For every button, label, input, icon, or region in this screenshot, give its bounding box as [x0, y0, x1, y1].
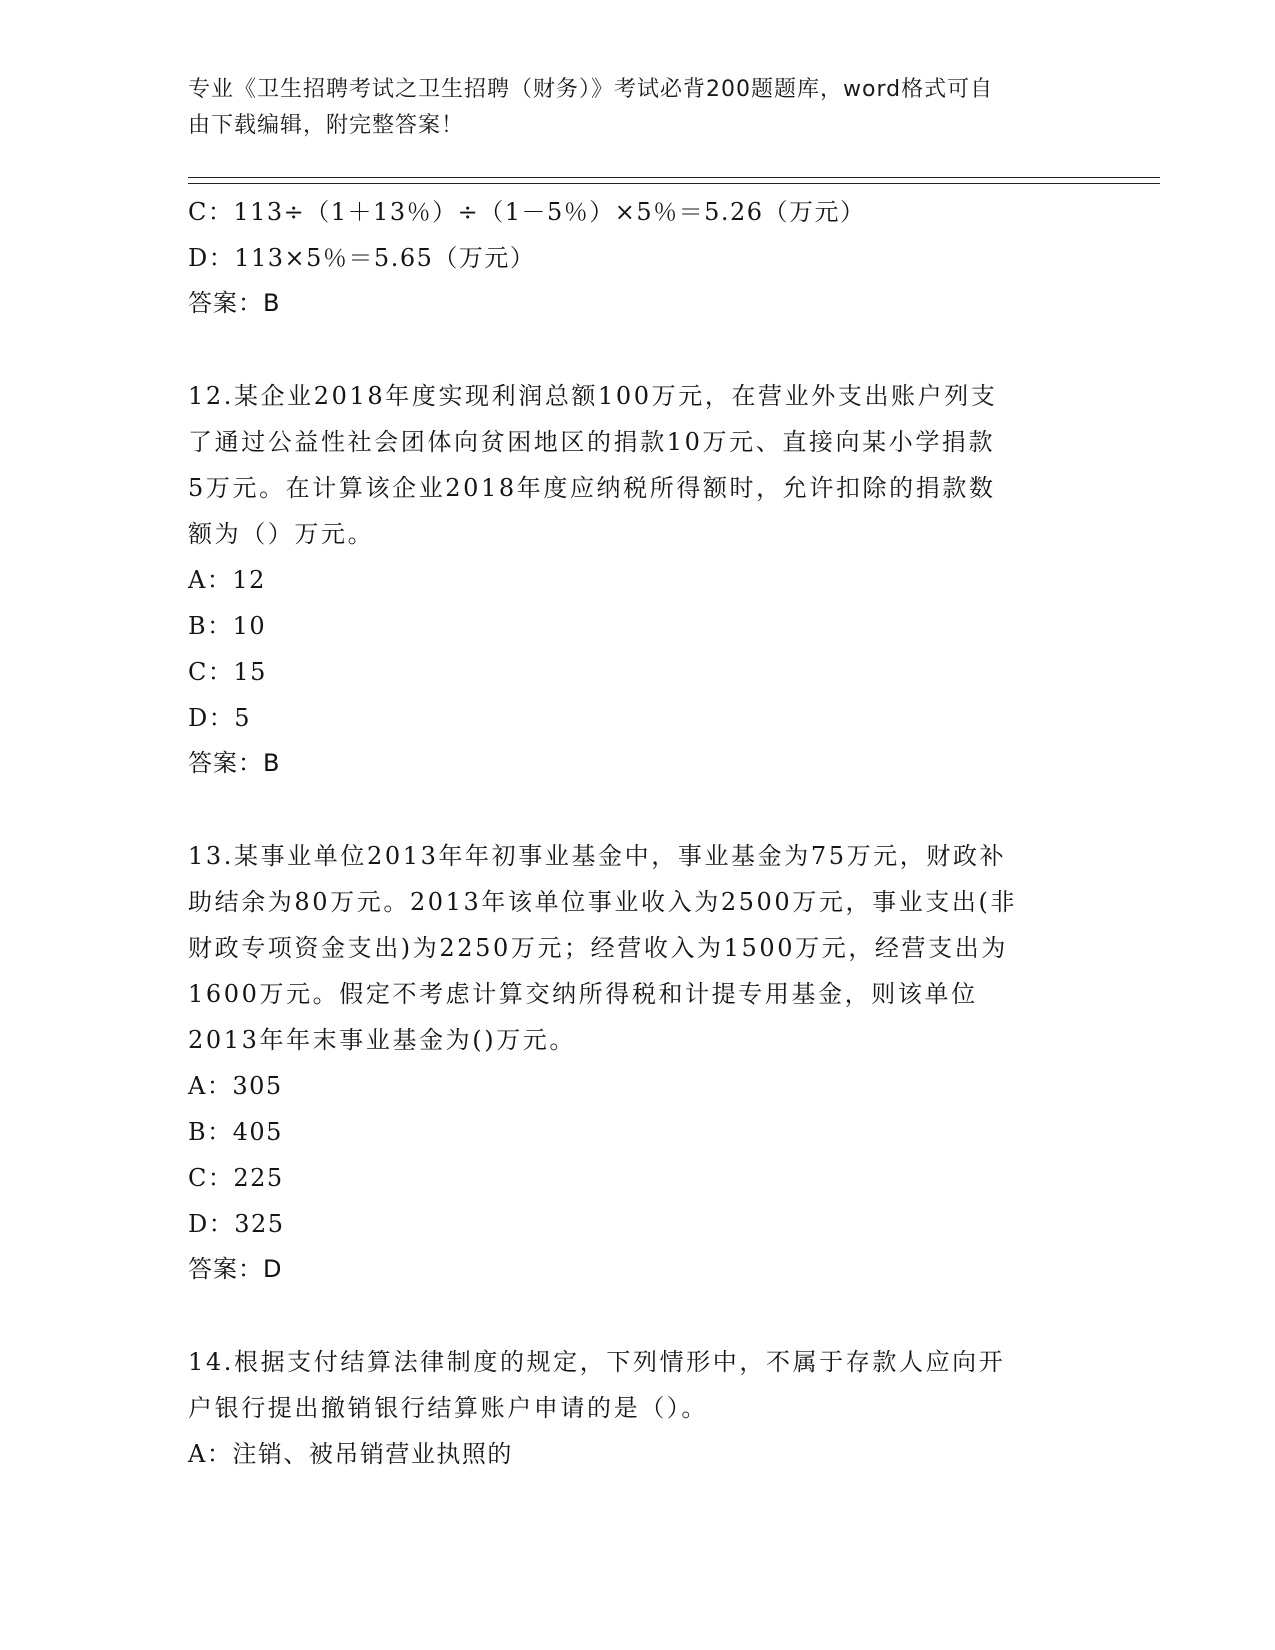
option-d: D：113×5％＝5.65（万元）: [188, 244, 536, 272]
option-c: C：225: [188, 1164, 284, 1192]
question-text-line: 户银行提出撤销银行结算账户申请的是（）。: [188, 1394, 708, 1422]
answer-label: 答案：B: [188, 289, 281, 317]
option-a: A：注销、被吊销营业执照的: [188, 1440, 513, 1468]
header-title-line-2: 由下载编辑，附完整答案！: [188, 113, 465, 138]
question-14: [188, 1339, 1088, 1477]
question-text-line: 1600万元。假定不考虑计算交纳所得税和计提专用基金，则该单位: [188, 980, 978, 1008]
option-c: C：113÷（1＋13％）÷（1－5％）×5％＝5.26（万元）: [188, 198, 866, 226]
spacer: [188, 1291, 1088, 1339]
question-12: [188, 373, 1088, 785]
question-text-line: 财政专项资金支出)为2250万元；经营收入为1500万元，经营支出为: [188, 934, 1008, 962]
question-text-line: 13.某事业单位2013年年初事业基金中，事业基金为75万元，财政补: [188, 842, 1007, 870]
question-text-line: 14.根据支付结算法律制度的规定，下列情形中，不属于存款人应向开: [188, 1348, 1006, 1376]
question-text-line: 12.某企业2018年度实现利润总额100万元，在营业外支出账户列支: [188, 382, 998, 410]
option-c: C：15: [188, 658, 267, 686]
option-d: D：5: [188, 704, 252, 732]
option-d: D：325: [188, 1210, 285, 1238]
question-text-line: 助结余为80万元。2013年该单位事业收入为2500万元，事业支出(非: [188, 888, 1018, 916]
question-text-line: 2013年年末事业基金为()万元。: [188, 1026, 577, 1054]
option-a: A：12: [188, 566, 266, 594]
question-content: [188, 189, 1088, 1477]
option-b: B：10: [188, 612, 267, 640]
page-header: [188, 72, 1088, 144]
question-text-line: 5万元。在计算该企业2018年度应纳税所得额时，允许扣除的捐款数: [188, 474, 996, 502]
question-13: [188, 833, 1088, 1291]
spacer: [188, 325, 1088, 373]
question-text-line: 了通过公益性社会团体向贫困地区的捐款10万元、直接向某小学捐款: [188, 428, 996, 456]
header-title-line-1: 专业《卫生招聘考试之卫生招聘（财务）》考试必背200题题库，word格式可自: [188, 77, 994, 102]
question-11-tail: [188, 189, 1088, 325]
header-divider-bottom: [188, 183, 1160, 184]
question-14-text: [188, 1339, 1088, 1431]
answer-label: 答案：B: [188, 749, 281, 777]
spacer: [188, 785, 1088, 833]
question-13-text: [188, 833, 1088, 1063]
question-12-text: [188, 373, 1088, 557]
option-a: A：305: [188, 1072, 283, 1100]
option-b: B：405: [188, 1118, 283, 1146]
header-divider-top: [188, 177, 1160, 178]
question-text-line: 额为（）万元。: [188, 520, 375, 548]
answer-label: 答案：D: [188, 1255, 283, 1283]
